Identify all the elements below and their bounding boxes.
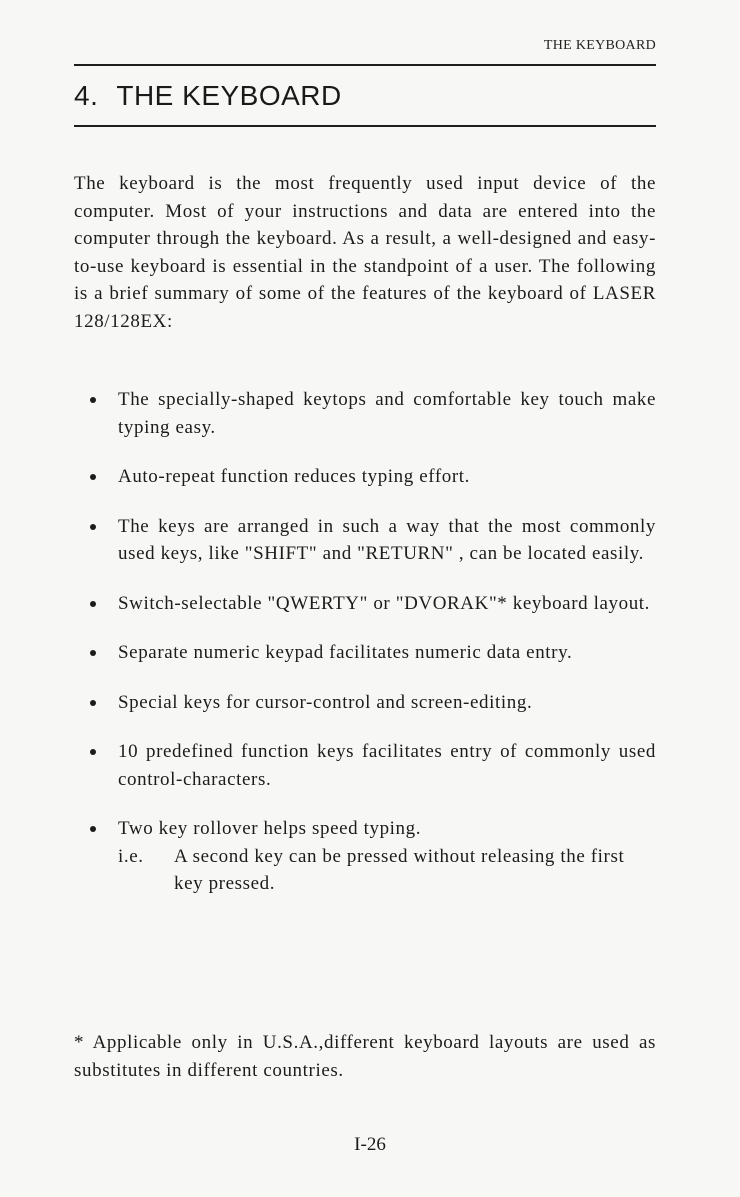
- bullet-icon: [90, 601, 96, 607]
- bullet-icon: [90, 650, 96, 656]
- feature-text: Switch-selectable "QWERTY" or "DVORAK"* keyboard layout.: [118, 592, 651, 614]
- feature-item: [74, 738, 656, 793]
- chapter-number: 4.: [74, 80, 99, 111]
- bullet-icon: [90, 474, 96, 480]
- bottom-rule: [74, 125, 656, 127]
- feature-item: [74, 513, 656, 568]
- feature-text: 10 predefined function keys facilitates entry of commonly used control-characters.: [118, 741, 656, 790]
- chapter-title: [74, 80, 342, 112]
- feature-item: [74, 689, 656, 717]
- bullet-icon: [90, 826, 96, 832]
- footnote: * Applicable only in U.S.A.,different keyboard layouts are used as substitutes in different countries.: [74, 1032, 656, 1081]
- bullet-icon: [90, 700, 96, 706]
- rollover-note: [118, 843, 656, 898]
- chapter-title-text: THE KEYBOARD: [116, 80, 342, 111]
- bullet-icon: [90, 524, 96, 530]
- bullet-icon: [90, 749, 96, 755]
- bullet-icon: [90, 397, 96, 403]
- feature-item: [74, 463, 656, 491]
- intro-paragraph: The keyboard is the most frequently used input device of the computer. Most of your instructions and data are entered into the computer through the keyboard. As a result, a well-designed and easy-to-use keyboard is essential in the standpoint of a user. The following is a brief summary of some of the features of the keyboard of LASER 128/128EX:: [74, 173, 656, 332]
- feature-text: The specially-shaped keytops and comfortable key touch make typing easy.: [118, 389, 656, 438]
- feature-item: [74, 590, 656, 618]
- page-number: I-26: [354, 1134, 386, 1155]
- feature-item: [74, 639, 656, 667]
- top-rule: [74, 64, 656, 66]
- feature-text: Separate numeric keypad facilitates numeric data entry.: [118, 642, 573, 663]
- rollover-note-text: A second key can be pressed without releasing the first key pressed.: [174, 845, 625, 894]
- feature-item: [74, 386, 656, 441]
- feature-text: Auto-repeat function reduces typing effort.: [118, 466, 471, 487]
- feature-text: Special keys for cursor-control and screen-editing.: [118, 691, 533, 713]
- feature-text: The keys are arranged in such a way that the most commonly used keys, like "SHIFT" and "RETURN" , can be located easily.: [118, 515, 656, 564]
- feature-list: [74, 386, 656, 920]
- rollover-note-label: i.e.: [118, 845, 144, 867]
- feature-item: [74, 815, 656, 898]
- running-head: THE KEYBOARD: [543, 38, 656, 53]
- feature-text: Two key rollover helps speed typing.: [118, 818, 422, 839]
